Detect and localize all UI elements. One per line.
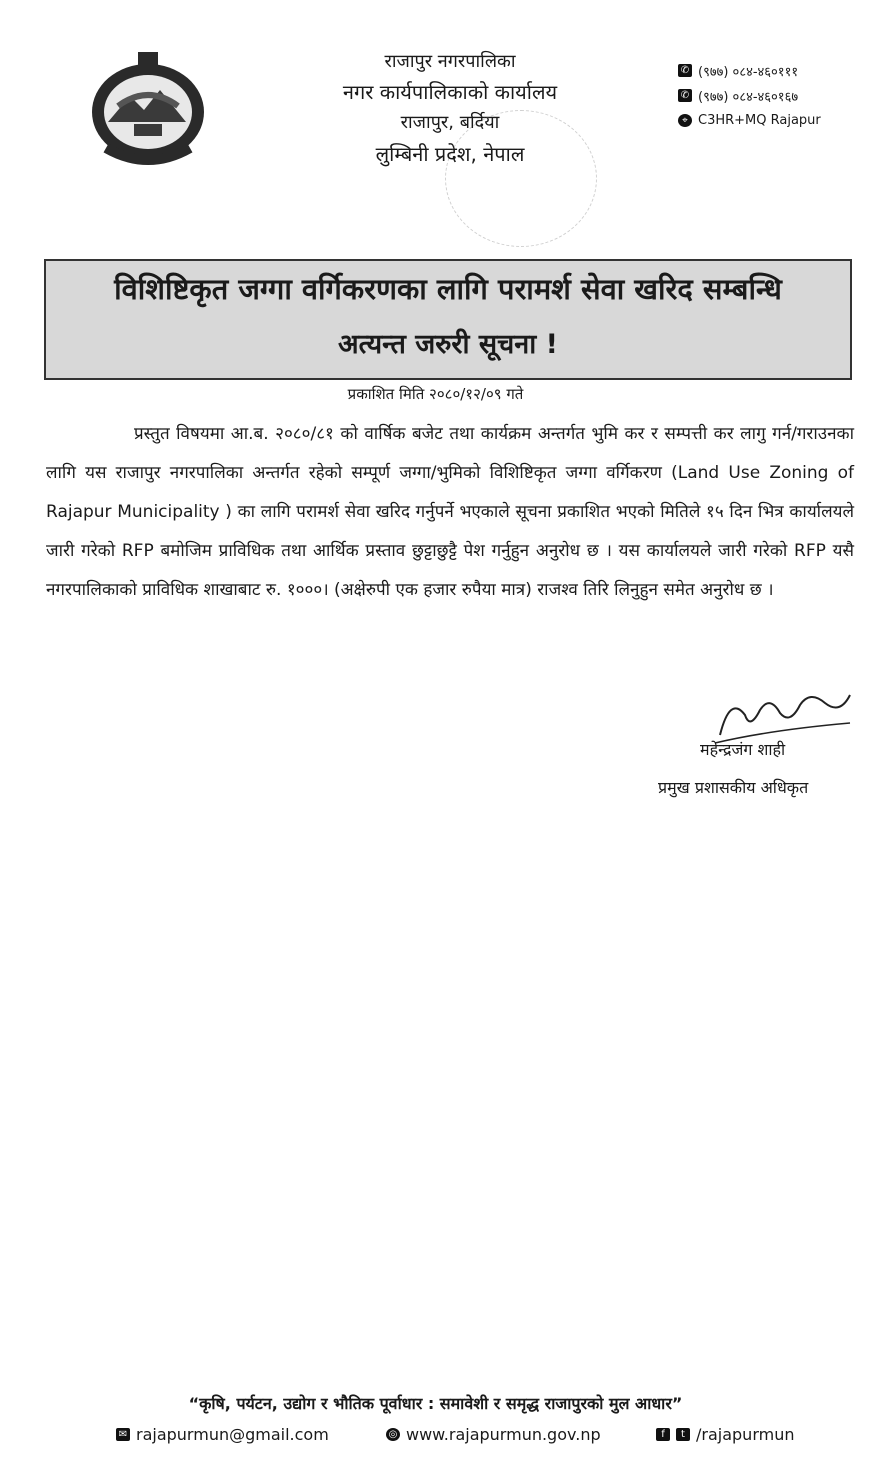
footer-website [386,1425,601,1444]
province-name: लुम्बिनी प्रदेश, नेपाल [375,141,525,166]
signer-designation: प्रमुख प्रशासकीय अधिकृत [658,778,809,797]
nepal-emblem-logo [78,44,218,168]
contact-phone-1 [678,58,821,83]
municipality-name: राजापुर नगरपालिका [384,51,516,72]
phone-number: (९७७) ०८४-४६०१६७ [698,89,799,105]
notice-body [46,415,854,610]
email-address[interactable]: rajapurmun@gmail.com [136,1425,329,1444]
phone-icon: ✆ [678,89,692,102]
social-handle[interactable]: /rajapurmun [696,1425,795,1444]
notice-title-line1: विशिष्टिकृत जग्गा वर्गिकरणका लागि परामर्श सेवा खरिद सम्बन्धि [114,272,782,306]
contact-phone-2 [678,83,821,108]
notice-body-text: प्रस्तुत विषयमा आ.ब. २०८०/८१ को वार्षिक बजेट तथा कार्यक्रम अन्तर्गत भुमि कर र सम्पत्ती कर लागु गर्न/गराउनका लागि यस राजापुर नगरपालिका अन्तर्गत रहेको सम्पूर्ण जग्गा/भुमिको विशिष्टिकृत जग्गा वर्गिकरण (Land Use Zoning of Rajapur Municipality ) का लागि परामर्श सेवा खरिद गर्नुपर्ने भएकाले सूचना प्रकाशित भएको मितिले १५ दिन भित्र कार्यालयले जारी गरेको RFP बमोजिम प्राविधिक तथा आर्थिक प्रस्ताव छुट्टाछुट्टै पेश गर्नुहुन अनुरोध छ । यस कार्यालयले जारी गरेको RFP यसै नगरपालिकाको प्राविधिक शाखाबाट रु. १०००। (अक्षेरुपी एक हजार रुपैया मात्र) राजश्व तिरि लिनुहुन समेत अनुरोध छ । [46,424,854,600]
office-location: राजापुर, बर्दिया [400,112,500,134]
location-pin-icon: ⌖ [678,114,692,127]
footer-email [116,1425,329,1444]
phone-icon: ✆ [678,64,692,77]
twitter-icon: t [676,1428,690,1441]
footer-motto: “कृषि, पर्यटन, उद्योग र भौतिक पूर्वाधार : समावेशी र समृद्ध राजापुरको मुल आधार” [188,1394,683,1413]
published-date: प्रकाशित मिति २०८०/१२/०९ गते [347,385,524,403]
footer-social [656,1425,794,1444]
phone-number: (९७७) ०८४-४६०१११ [698,64,799,80]
facebook-icon: f [656,1428,670,1441]
notice-title-banner [44,259,852,380]
globe-icon: ◎ [386,1428,400,1441]
notice-title-line2: अत्यन्त जरुरी सूचना ! [338,328,558,360]
office-name: नगर कार्यपालिकाको कार्यालय [342,80,558,105]
office-stamp [445,110,597,247]
contact-list [678,58,821,133]
email-icon: ✉ [116,1428,130,1441]
signer-name: महेन्द्रजंग शाही [700,740,786,759]
plus-code: C3HR+MQ Rajapur [698,113,821,128]
contact-location [678,108,821,133]
website-url[interactable]: www.rajapurmun.gov.np [406,1425,601,1444]
